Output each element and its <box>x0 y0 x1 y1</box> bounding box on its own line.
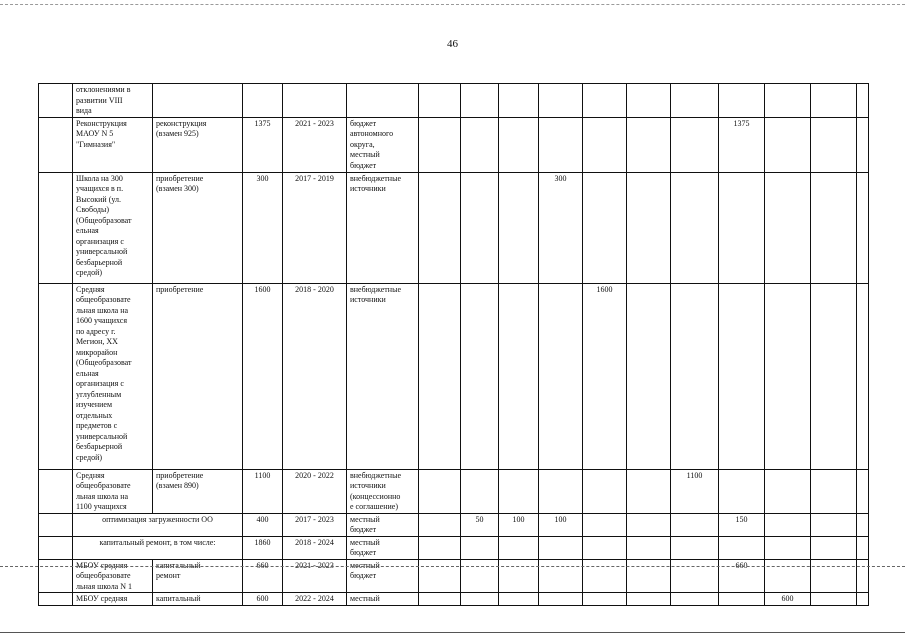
year-value-cell <box>583 469 627 513</box>
year-value-cell <box>811 172 857 283</box>
year-value-cell <box>811 513 857 536</box>
year-value-cell <box>719 172 765 283</box>
year-value-cell <box>671 283 719 469</box>
year-value-cell <box>419 536 461 559</box>
year-value-cell: 1600 <box>583 283 627 469</box>
year-value-cell <box>811 593 857 606</box>
year-value-cell: 1375 <box>719 117 765 172</box>
row-index-cell <box>39 513 73 536</box>
year-value-cell <box>811 283 857 469</box>
period-cell <box>283 84 347 118</box>
table-row <box>39 513 869 536</box>
year-value-cell <box>419 84 461 118</box>
year-value-cell <box>719 536 765 559</box>
capacity-cell: 1375 <box>243 117 283 172</box>
row-index-cell <box>39 283 73 469</box>
year-value-cell <box>499 536 539 559</box>
year-value-cell <box>499 172 539 283</box>
year-value-cell <box>499 559 539 593</box>
table-row <box>39 84 869 118</box>
year-value-cell <box>583 172 627 283</box>
year-value-cell <box>583 593 627 606</box>
year-value-cell <box>583 513 627 536</box>
funding-source-cell: местный бюджет <box>347 513 419 536</box>
measure-cell: приобретение <box>153 283 243 469</box>
period-cell: 2021 - 2023 <box>283 559 347 593</box>
year-value-cell: 150 <box>719 513 765 536</box>
year-value-cell <box>461 593 499 606</box>
year-value-cell <box>857 593 869 606</box>
capacity-cell <box>243 84 283 118</box>
object-name-cell: Средняя общеобразовате льная школа на 1600 учащихся по адресу г. Мегион, XX микрорайон (Общеобразоват ельная организация с углубленным изучением отдельных предметов с универсальной безбарьерной средой) <box>73 283 153 469</box>
year-value-cell <box>857 283 869 469</box>
year-value-cell <box>671 513 719 536</box>
funding-source-cell: внебюджетные источники (концессионно е соглашение) <box>347 469 419 513</box>
row-index-cell <box>39 469 73 513</box>
year-value-cell <box>671 559 719 593</box>
year-value-cell <box>419 469 461 513</box>
period-cell: 2017 - 2023 <box>283 513 347 536</box>
capacity-cell: 1860 <box>243 536 283 559</box>
year-value-cell <box>419 172 461 283</box>
year-value-cell <box>539 536 583 559</box>
object-name-cell: Школа на 300 учащихся в п. Высокий (ул. Свободы) (Общеобразоват ельная организация с универсальной безбарьерной средой) <box>73 172 153 283</box>
year-value-cell <box>461 172 499 283</box>
period-cell: 2021 - 2023 <box>283 117 347 172</box>
scan-artifact-line <box>0 566 905 567</box>
object-name-cell: отклонениями в развитии VIII вида <box>73 84 153 118</box>
year-value-cell <box>671 593 719 606</box>
year-value-cell <box>419 593 461 606</box>
year-value-cell <box>765 283 811 469</box>
year-value-cell <box>539 117 583 172</box>
period-cell: 2017 - 2019 <box>283 172 347 283</box>
year-value-cell <box>765 536 811 559</box>
object-name-cell: МБОУ средняя <box>73 593 153 606</box>
capacity-cell: 300 <box>243 172 283 283</box>
scan-edge-bottom <box>0 632 905 633</box>
year-value-cell <box>627 84 671 118</box>
capacity-cell: 400 <box>243 513 283 536</box>
year-value-cell: 300 <box>539 172 583 283</box>
table-row <box>39 559 869 593</box>
year-value-cell <box>539 469 583 513</box>
year-value-cell <box>627 172 671 283</box>
investment-table <box>38 83 869 606</box>
object-name-cell: Реконструкция МАОУ N 5 "Гимназия" <box>73 117 153 172</box>
table-row <box>39 469 869 513</box>
year-value-cell <box>583 559 627 593</box>
year-value-cell <box>539 559 583 593</box>
row-index-cell <box>39 536 73 559</box>
table-row <box>39 593 869 606</box>
funding-source-cell: внебюджетные источники <box>347 172 419 283</box>
period-cell: 2018 - 2024 <box>283 536 347 559</box>
year-value-cell <box>499 117 539 172</box>
year-value-cell <box>499 469 539 513</box>
year-value-cell <box>719 283 765 469</box>
year-value-cell <box>627 513 671 536</box>
year-value-cell <box>499 593 539 606</box>
year-value-cell <box>811 469 857 513</box>
year-value-cell <box>419 559 461 593</box>
capacity-cell: 1600 <box>243 283 283 469</box>
funding-source-cell: местный бюджет <box>347 536 419 559</box>
table-row <box>39 536 869 559</box>
row-index-cell <box>39 559 73 593</box>
year-value-cell <box>765 172 811 283</box>
year-value-cell <box>811 117 857 172</box>
year-value-cell: 1100 <box>671 469 719 513</box>
funding-source-cell <box>347 84 419 118</box>
year-value-cell <box>719 84 765 118</box>
year-value-cell <box>671 84 719 118</box>
year-value-cell <box>719 469 765 513</box>
period-cell: 2022 - 2024 <box>283 593 347 606</box>
year-value-cell <box>419 513 461 536</box>
year-value-cell <box>857 172 869 283</box>
year-value-cell <box>811 84 857 118</box>
measure-cell: капитальный <box>153 593 243 606</box>
capacity-cell: 660 <box>243 559 283 593</box>
year-value-cell <box>627 283 671 469</box>
year-value-cell <box>499 84 539 118</box>
year-value-cell <box>539 283 583 469</box>
year-value-cell <box>857 117 869 172</box>
year-value-cell <box>539 593 583 606</box>
measure-cell: капитальный ремонт <box>153 559 243 593</box>
period-cell: 2018 - 2020 <box>283 283 347 469</box>
year-value-cell <box>419 117 461 172</box>
year-value-cell <box>583 536 627 559</box>
measure-cell: приобретение (взамен 300) <box>153 172 243 283</box>
year-value-cell <box>857 536 869 559</box>
year-value-cell <box>765 84 811 118</box>
year-value-cell <box>765 117 811 172</box>
table-row <box>39 283 869 469</box>
year-value-cell: 100 <box>499 513 539 536</box>
capacity-cell: 600 <box>243 593 283 606</box>
row-index-cell <box>39 84 73 118</box>
object-name-cell: Средняя общеобразовате льная школа на 1100 учащихся <box>73 469 153 513</box>
capacity-cell: 1100 <box>243 469 283 513</box>
row-index-cell <box>39 172 73 283</box>
year-value-cell <box>857 469 869 513</box>
scan-edge-top <box>0 4 905 5</box>
year-value-cell <box>461 117 499 172</box>
funding-source-cell: внебюджетные источники <box>347 283 419 469</box>
page-number: 46 <box>447 38 458 50</box>
year-value-cell <box>499 283 539 469</box>
year-value-cell: 600 <box>765 593 811 606</box>
year-value-cell <box>765 469 811 513</box>
year-value-cell <box>461 536 499 559</box>
year-value-cell <box>811 536 857 559</box>
year-value-cell <box>419 283 461 469</box>
funding-source-cell: бюджет автономного округа, местный бюджет <box>347 117 419 172</box>
measure-cell: приобретение (взамен 890) <box>153 469 243 513</box>
year-value-cell <box>765 513 811 536</box>
object-name-cell: оптимизация загруженности ОО <box>73 513 243 536</box>
measure-cell <box>153 84 243 118</box>
year-value-cell <box>857 513 869 536</box>
year-value-cell <box>627 536 671 559</box>
year-value-cell <box>627 117 671 172</box>
year-value-cell <box>765 559 811 593</box>
row-index-cell <box>39 117 73 172</box>
year-value-cell <box>671 172 719 283</box>
year-value-cell <box>461 559 499 593</box>
funding-source-cell: местный бюджет <box>347 559 419 593</box>
year-value-cell <box>583 84 627 118</box>
year-value-cell <box>461 283 499 469</box>
year-value-cell <box>719 593 765 606</box>
year-value-cell <box>627 593 671 606</box>
year-value-cell <box>461 84 499 118</box>
year-value-cell <box>627 469 671 513</box>
year-value-cell: 100 <box>539 513 583 536</box>
year-value-cell <box>857 84 869 118</box>
table-row <box>39 172 869 283</box>
year-value-cell <box>627 559 671 593</box>
table-row <box>39 117 869 172</box>
object-name-cell: МБОУ средняя общеобразовате льная школа N 1 <box>73 559 153 593</box>
year-value-cell <box>583 117 627 172</box>
year-value-cell <box>671 536 719 559</box>
row-index-cell <box>39 593 73 606</box>
period-cell: 2020 - 2022 <box>283 469 347 513</box>
year-value-cell <box>811 559 857 593</box>
object-name-cell: капитальный ремонт, в том числе: <box>73 536 243 559</box>
year-value-cell <box>857 559 869 593</box>
year-value-cell <box>671 117 719 172</box>
year-value-cell: 50 <box>461 513 499 536</box>
funding-source-cell: местный <box>347 593 419 606</box>
year-value-cell <box>461 469 499 513</box>
measure-cell: реконструкция (взамен 925) <box>153 117 243 172</box>
year-value-cell <box>539 84 583 118</box>
year-value-cell: 660 <box>719 559 765 593</box>
